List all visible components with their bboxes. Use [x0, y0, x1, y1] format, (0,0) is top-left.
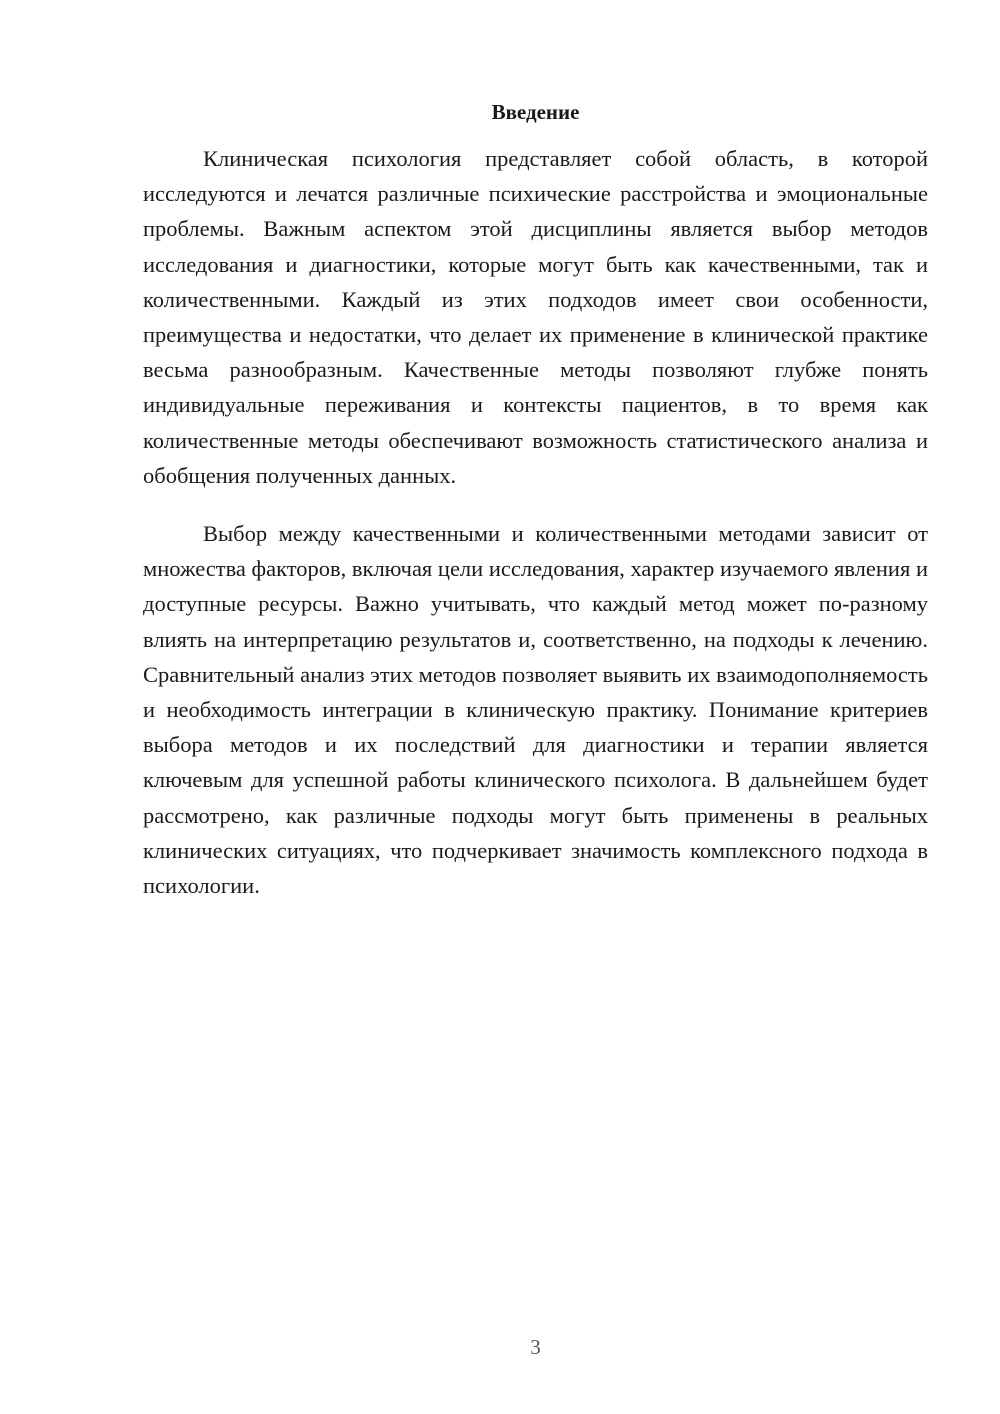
paragraph-2: Выбор между качественными и количественными методами зависит от множества факторов, включая цели исследования, характер изучаемого явления и доступные ресурсы. Важно учитывать, что каждый метод может по-разному влиять на интерпретацию результатов и, соответственно, на подходы к лечению. Сравнительный анализ этих методов позволяет выявить их взаимодополняемость и необходимость интеграции в клиническую практику. Понимание критериев выбора методов и их последствий для диагностики и терапии является ключевым для успешной работы клинического психолога. В дальнейшем будет рассмотрено, как различные подходы могут быть применены в реальных клинических ситуациях, что подчеркивает значимость комплексного подхода в психологии.: [143, 521, 928, 899]
section-heading: Введение: [491, 100, 580, 124]
page-number: 3: [530, 1335, 541, 1359]
paragraph-1: Клиническая психология представляет собой область, в которой исследуются и лечатся различные психические расстройства и эмоциональные проблемы. Важным аспектом этой дисциплины является выбор методов исследования и диагностики, которые могут быть как качественными, так и количественными. Каждый из этих подходов имеет свои особенности, преимущества и недостатки, что делает их применение в клинической практике весьма разнообразным. Качественные методы позволяют глубже понять индивидуальные переживания и контексты пациентов, в то время как количественные методы обеспечивают возможность статистического анализа и обобщения полученных данных.: [143, 146, 928, 488]
